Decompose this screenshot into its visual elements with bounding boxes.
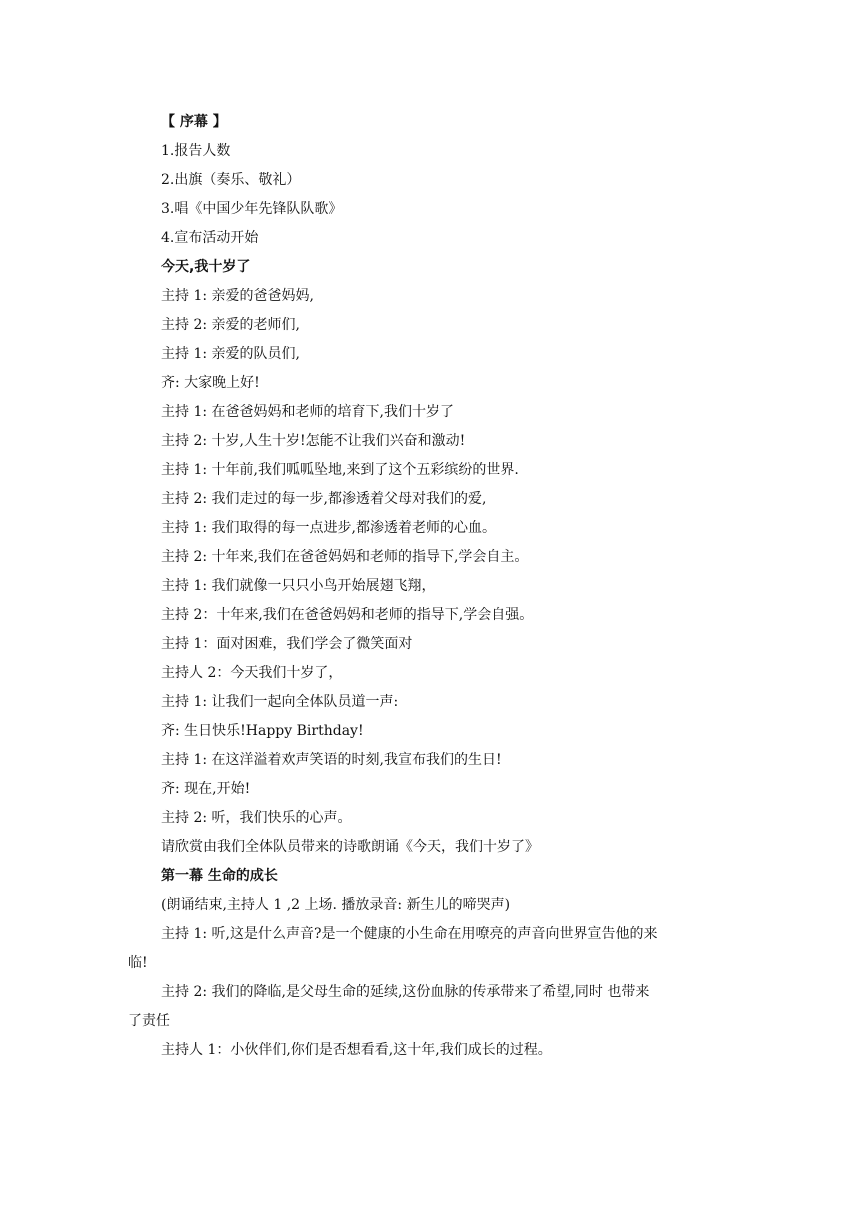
dialogue-line: 主持 1: 在爸爸妈妈和老师的培育下,我们十岁了	[161, 404, 454, 420]
dialogue-line: 主持 2: 十岁,人生十岁!怎能不让我们兴奋和激动!	[161, 433, 466, 449]
dialogue-line: 齐: 大家晚上好!	[161, 375, 260, 391]
dialogue-line: 请欣赏由我们全体队员带来的诗歌朗诵《今天，我们十岁了》	[161, 839, 539, 855]
paragraph-line: 主持 1: 听,这是什么声音?是一个健康的小生命在用嘹亮的声音向世界宣告他的来	[161, 926, 658, 942]
dialogue-line: 主持 2: 我们走过的每一步,都渗透着父母对我们的爱,	[161, 491, 487, 507]
paragraph-line: 主持 2: 我们的降临,是父母生命的延续,这份血脉的传承带来了希望,同时 也带来	[161, 984, 650, 1000]
dialogue-line: 主持 2: 亲爱的老师们,	[161, 317, 300, 333]
dialogue-line: 主持 1: 十年前,我们呱呱坠地,来到了这个五彩缤纷的世界.	[161, 462, 519, 478]
dialogue-line: 齐: 现在,开始!	[161, 781, 251, 797]
stage-direction: (朗诵结束,主持人 1 ,2 上场. 播放录音: 新生儿的啼哭声)	[161, 897, 511, 913]
dialogue-line: 主持 1: 我们就像一只只小鸟开始展翅飞翔，	[161, 578, 436, 594]
section-heading-act-one: 第一幕 生命的成长	[161, 868, 278, 884]
paragraph-line: 临!	[128, 955, 148, 971]
dialogue-line: 主持 1: 让我们一起向全体队员道一声:	[161, 694, 399, 710]
dialogue-line: 齐: 生日快乐!Happy Birthday!	[161, 723, 364, 739]
dialogue-line: 主持 1: 我们取得的每一点进步,都渗透着老师的心血。	[161, 520, 496, 536]
section-heading-prologue: 【 序幕 】	[161, 114, 227, 130]
list-item: 2.出旗（奏乐、敬礼）	[161, 172, 301, 188]
section-heading-ten: 今天,我十岁了	[161, 259, 251, 275]
dialogue-line: 主持 1：面对困难，我们学会了微笑面对	[161, 636, 413, 652]
list-item: 4.宣布活动开始	[161, 230, 259, 246]
dialogue-line: 主持 1: 亲爱的队员们,	[161, 346, 300, 362]
dialogue-line: 主持 2: 十年来,我们在爸爸妈妈和老师的指导下,学会自主。	[161, 549, 529, 565]
list-item: 3.唱《中国少年先锋队队歌》	[161, 201, 343, 217]
dialogue-line: 主持 2: 听，我们快乐的心声。	[161, 810, 352, 826]
dialogue-line: 主持人 2：今天我们十岁了，	[161, 665, 343, 681]
dialogue-line: 主持 2：十年来,我们在爸爸妈妈和老师的指导下,学会自强。	[161, 607, 534, 623]
paragraph-line: 了责任	[128, 1013, 170, 1029]
dialogue-line: 主持 1: 亲爱的爸爸妈妈,	[161, 288, 314, 304]
dialogue-line: 主持 1: 在这洋溢着欢声笑语的时刻,我宣布我们的生日!	[161, 752, 502, 768]
paragraph-line: 主持人 1：小伙伴们,你们是否想看看,这十年,我们成长的过程。	[161, 1042, 552, 1058]
list-item: 1.报告人数	[161, 143, 231, 159]
